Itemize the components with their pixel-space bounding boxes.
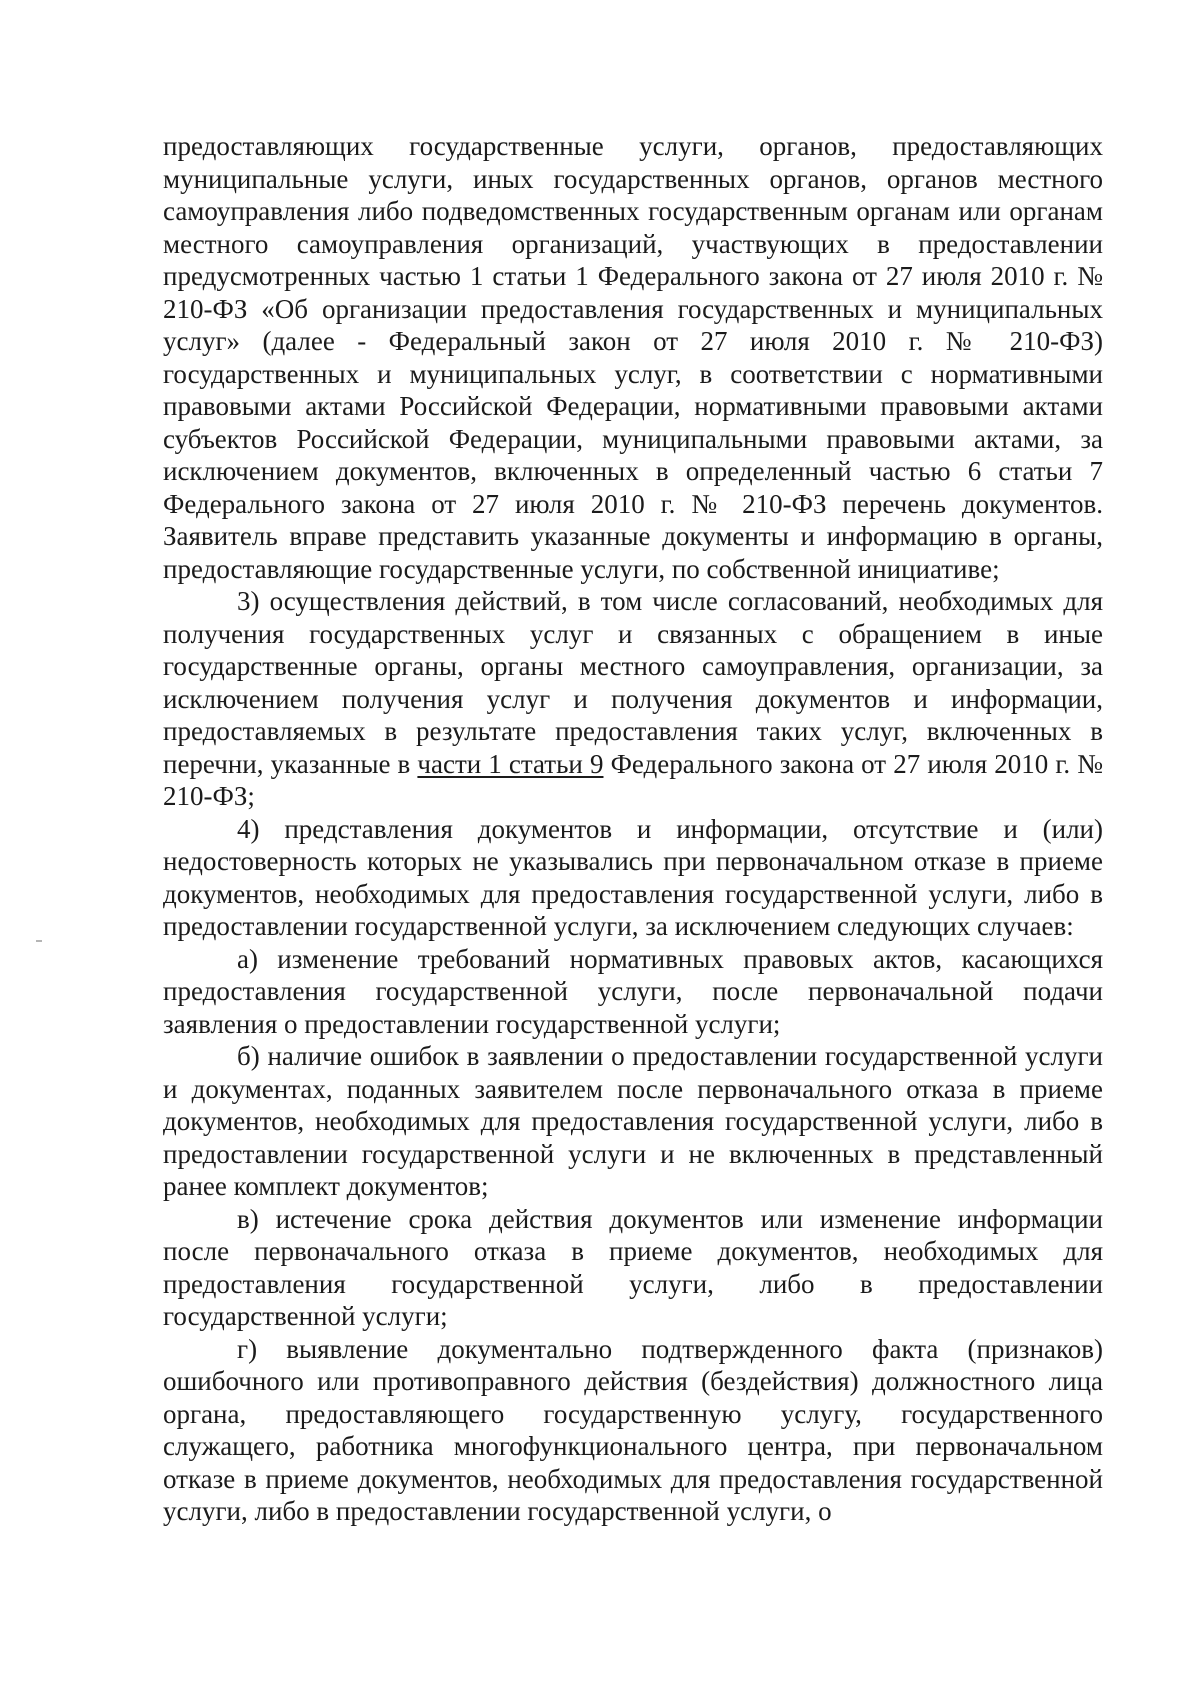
scan-artifact-mark — [36, 940, 42, 942]
paragraph-item-4: 4) представления документов и информации, отсутствие и (или) недостоверность которых не указывались при первоначальном отказе в приеме документов, необходимых для предоставления государственной услуги, либо в предоставлении государственной услуги, за исключением следующих случаев: — [163, 813, 1103, 941]
paragraph-subitem-b: б) наличие ошибок в заявлении о предоставлении государственной услуги и документах, поданных заявителем после первоначального отказа в приеме документов, необходимых для предоставления государственной услуги, либо в предоставлении государственной услуги и не включенных в представленный ранее комплект документов; — [163, 1041, 1103, 1201]
paragraph-item-3 — [163, 585, 1103, 813]
paragraph-item-3-tail: Федерального закона от 27 июля 2010 г. № 210-ФЗ; — [163, 748, 1104, 811]
paragraph-continuation: предоставляющих государственные услуги, органов, предоставляющих муниципальные услуги, иных государственных органов, органов местного самоуправления либо подведомственных государственным органам или органам местного самоуправления организаций, участвующих в предоставлении предусмотренных частью 1 статьи 1 Федерального закона от 27 июля 2010 г. № 210-ФЗ «Об организации предоставления государственных и муниципальных услуг» (далее - Федеральный закон от 27 июля 2010 г. № 210-ФЗ) государственных и муниципальных услуг, в соответствии с нормативными правовыми актами Российской Федерации, нормативными правовыми актами субъектов Российской Федерации, муниципальными правовыми актами, за исключением документов, включенных в определенный частью 6 статьи 7 Федерального закона от 27 июля 2010 г. № 210-ФЗ перечень документов. Заявитель вправе представить указанные документы и информацию в органы, предоставляющие государственные услуги, по собственной инициативе; — [163, 131, 1103, 584]
law-reference-link[interactable]: части 1 статьи 9 — [417, 748, 604, 779]
paragraph-item-3-text: 3) осуществления действий, в том числе согласований, необходимых для получения государственных услуг и связанных с обращением в иные государственные органы, органы местного самоуправления, организации, за исключением получения услуг и получения документов и информации, предоставляемых в результате предоставления таких услуг, включенных в перечни, указанные в — [163, 586, 1103, 779]
paragraph-subitem-v: в) истечение срока действия документов или изменение информации после первоначального отказа в приеме документов, необходимых для предоставления государственной услуги, либо в предоставлении государственной услуги; — [163, 1203, 1103, 1331]
document-body — [163, 130, 1103, 1528]
paragraph-subitem-g: г) выявление документально подтвержденного факта (признаков) ошибочного или противоправного действия (бездействия) должностного лица органа, предоставляющего государственную услугу, государственного служащего, работника многофункционального центра, при первоначальном отказе в приеме документов, необходимых для предоставления государственной услуги, либо в предоставлении государственной услуги, о — [163, 1333, 1103, 1526]
paragraph-subitem-a: а) изменение требований нормативных правовых актов, касающихся предоставления государственной услуги, после первоначальной подачи заявления о предоставлении государственной услуги; — [163, 943, 1103, 1039]
